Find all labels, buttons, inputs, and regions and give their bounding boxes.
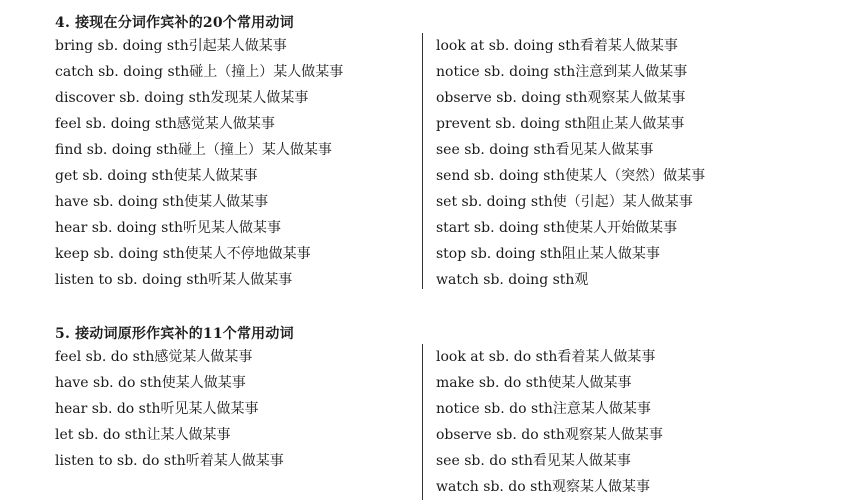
list-item: make sb. do sth使某人做某事 (436, 375, 632, 391)
list-item: watch sb. doing sth观 (436, 272, 589, 288)
section-4-left-column (55, 33, 343, 293)
list-item: stop sb. doing sth阻止某人做某事 (436, 246, 660, 262)
list-item: observe sb. doing sth观察某人做某事 (436, 90, 686, 106)
list-item: look at sb. doing sth看着某人做某事 (436, 38, 678, 54)
section-5-left-column (55, 344, 284, 474)
column-divider (422, 344, 423, 500)
list-item: find sb. doing sth碰上（撞上）某人做某事 (55, 142, 332, 158)
list-item: see sb. doing sth看见某人做某事 (436, 142, 654, 158)
list-item: hear sb. do sth听见某人做某事 (55, 401, 259, 417)
list-item: keep sb. doing sth使某人不停地做某事 (55, 246, 311, 262)
list-item: look at sb. do sth看着某人做某事 (436, 349, 656, 365)
list-item: let sb. do sth让某人做某事 (55, 427, 231, 443)
list-item: hear sb. doing sth听见某人做某事 (55, 220, 281, 236)
section-4-right-column (436, 33, 705, 293)
list-item: get sb. doing sth使某人做某事 (55, 168, 258, 184)
section-5-right-column (436, 344, 663, 500)
list-item: watch sb. do sth观察某人做某事 (436, 479, 650, 495)
list-item: notice sb. do sth注意某人做某事 (436, 401, 651, 417)
list-item: listen to sb. doing sth听某人做某事 (55, 272, 293, 288)
section-5-title: 5. 接动词原形作宾补的11个常用动词 (55, 326, 294, 342)
list-item: have sb. do sth使某人做某事 (55, 375, 246, 391)
list-item: start sb. doing sth使某人开始做某事 (436, 220, 678, 236)
list-item: prevent sb. doing sth阻止某人做某事 (436, 116, 685, 132)
list-item: listen to sb. do sth听着某人做某事 (55, 453, 284, 469)
list-item: see sb. do sth看见某人做某事 (436, 453, 631, 469)
list-item: feel sb. doing sth感觉某人做某事 (55, 116, 275, 132)
list-item: feel sb. do sth感觉某人做某事 (55, 349, 253, 365)
list-item: notice sb. doing sth注意到某人做某事 (436, 64, 688, 80)
list-item: catch sb. doing sth碰上（撞上）某人做某事 (55, 64, 344, 80)
list-item: set sb. doing sth使（引起）某人做某事 (436, 194, 693, 210)
list-item: bring sb. doing sth引起某人做某事 (55, 38, 287, 54)
column-divider (422, 33, 423, 289)
list-item: observe sb. do sth观察某人做某事 (436, 427, 663, 443)
list-item: send sb. doing sth使某人（突然）做某事 (436, 168, 706, 184)
list-item: have sb. doing sth使某人做某事 (55, 194, 269, 210)
list-item: discover sb. doing sth发现某人做某事 (55, 90, 309, 106)
section-4-title: 4. 接现在分词作宾补的20个常用动词 (55, 15, 294, 31)
